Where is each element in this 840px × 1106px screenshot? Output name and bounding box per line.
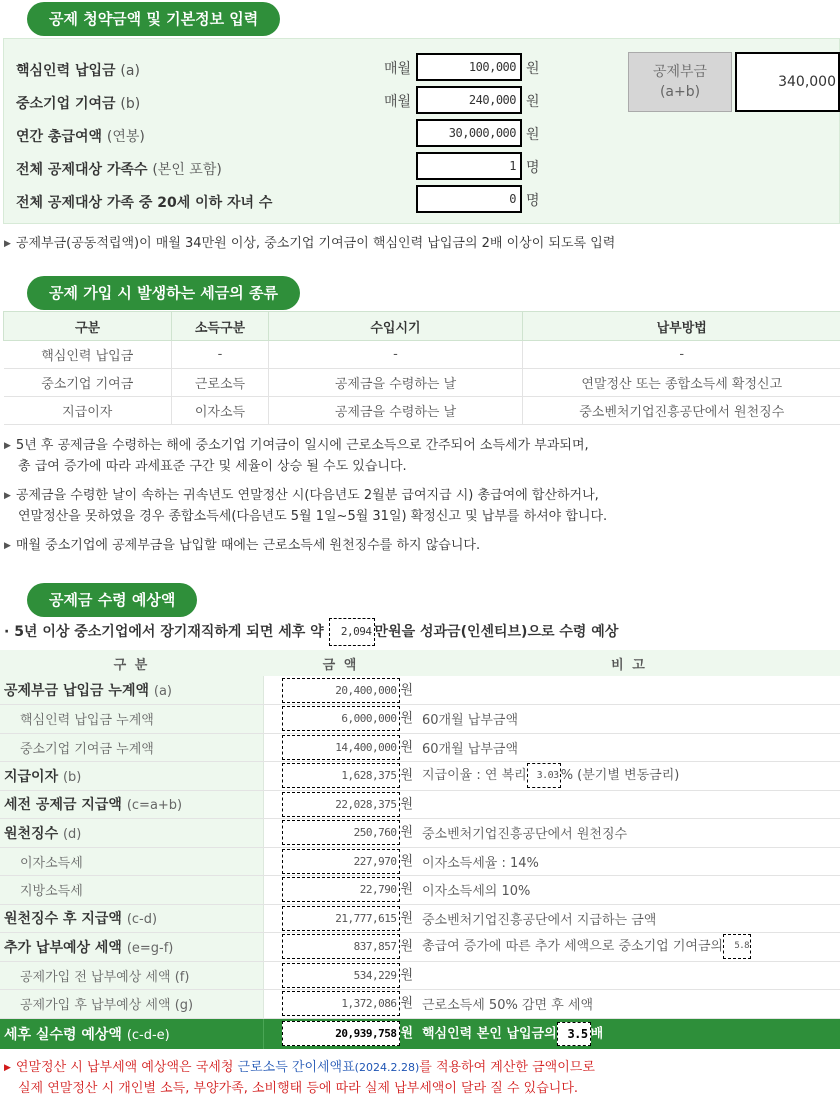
- table-cell: 공제금을 수령하는 날: [269, 369, 523, 397]
- table-row: [0, 847, 840, 876]
- column-header: 소득구분: [172, 312, 269, 341]
- row-label: 세전 공제금 지급액 (c=a+b): [0, 790, 263, 819]
- amount-box: 1,628,375: [282, 763, 400, 788]
- amount-box: 1,372,086: [282, 991, 400, 1016]
- table-cell: 연말정산 또는 종합소득세 확정신고: [523, 369, 840, 397]
- amount-box: 20,400,000: [282, 678, 400, 703]
- table-cell: 지급이자: [4, 397, 172, 425]
- table-row: [0, 790, 840, 819]
- table-cell: -: [269, 341, 523, 369]
- amount-box: 22,028,375: [282, 792, 400, 817]
- family-count-input[interactable]: 1: [416, 152, 522, 180]
- unit-won: 원: [526, 61, 540, 77]
- estimate-table: [0, 650, 840, 1049]
- table-cell: 중소벤처기업진흥공단에서 원천징수: [523, 397, 840, 425]
- amount-box: 837,857: [282, 934, 400, 959]
- row-note: 지급이율 : 연 복리 3.03 % (분기별 변동금리): [418, 762, 840, 791]
- table-row: [0, 990, 840, 1019]
- triangle-bullet-icon: ▶: [4, 541, 11, 551]
- company-contribution-input[interactable]: 240,000: [416, 86, 522, 114]
- row-note: 이자소득세의 10%: [418, 876, 840, 905]
- warning-note: ▶ 연말정산 시 납부세액 예상액은 국세청 근로소득 간이세액표(2024.2.28)를 적용하여 계산한 금액이므로 실제 연말정산 시 개인별 소득, 부양가족, 소비행태 등에 따라 실제 납부세액이 달라 질 수 있습니다.: [4, 1060, 595, 1096]
- row-label: 지방소득세: [0, 876, 263, 905]
- row-label: 중소기업 기여금 누계액: [0, 733, 263, 762]
- table-cell: 이자소득: [172, 397, 269, 425]
- sum-value: 340,000: [735, 52, 840, 112]
- row-amount: 1,372,086 원: [263, 990, 418, 1019]
- tax-note-3: ▶ 매월 중소기업에 공제부금을 납입할 때에는 근로소득세 원천징수를 하지 않습니다.: [4, 536, 480, 557]
- unit-won: 원: [526, 94, 540, 110]
- row-note: 중소벤처기업진흥공단에서 지급하는 금액: [418, 904, 840, 933]
- tax-rate-box: 5.8: [723, 934, 751, 959]
- row-amount: 14,400,000 원: [263, 733, 418, 762]
- row-amount: 21,777,615 원: [263, 904, 418, 933]
- unit-people: 명: [526, 160, 540, 176]
- column-header: 구분: [4, 312, 172, 341]
- row-amount: 837,857 원: [263, 933, 418, 962]
- core-payment-input[interactable]: 100,000: [416, 53, 522, 81]
- amount-box: 14,400,000: [282, 735, 400, 760]
- row-note: 60개월 납부금액: [418, 705, 840, 734]
- row-note: 총급여 증가에 따른 추가 세액으로 중소기업 기여금의 5.8: [418, 933, 840, 962]
- row-amount: 534,229 원: [263, 961, 418, 990]
- column-header: 납부방법: [523, 312, 840, 341]
- amount-box: 250,760: [282, 820, 400, 845]
- input-note: ▶ 공제부금(공동적립액)이 매월 34만원 이상, 중소기업 기여금이 핵심인력 납입금의 2배 이상이 되도록 입력: [4, 234, 615, 255]
- unit-people: 명: [526, 193, 540, 209]
- ratio-box: 3.5: [557, 1022, 591, 1046]
- estimate-summary-value: 2,094: [329, 618, 375, 646]
- section-title-input: 공제 청약금액 및 기본정보 입력: [27, 2, 280, 36]
- table-row: [4, 369, 840, 397]
- table-row: [0, 933, 840, 962]
- table-row: [0, 676, 840, 705]
- table-row: [4, 397, 840, 425]
- column-header: 구 분: [0, 650, 263, 676]
- table-cell: -: [523, 341, 840, 369]
- interest-rate-box: 3.03: [527, 763, 561, 788]
- amount-box: 6,000,000: [282, 706, 400, 731]
- final-row: [0, 1018, 840, 1049]
- column-header: 금 액: [263, 650, 418, 676]
- table-row: [0, 762, 840, 791]
- row-amount: 22,028,375 원: [263, 790, 418, 819]
- amount-box: 22,790: [282, 877, 400, 902]
- row-amount: 20,400,000 원: [263, 676, 418, 705]
- label-family-count: 전체 공제대상 가족수 (본인 포함): [16, 162, 222, 178]
- amount-box: 21,777,615: [282, 906, 400, 931]
- simplified-tax-table-link[interactable]: 근로소득 간이세액표: [237, 1060, 355, 1075]
- label-children-count: 전체 공제대상 가족 중 20세 이하 자녀 수: [16, 195, 273, 211]
- table-cell: 핵심인력 납입금: [4, 341, 172, 369]
- estimate-summary: · 5년 이상 중소기업에서 장기재직하게 되면 세후 약 2,094 만원을 성과금(인센티브)으로 수령 예상: [4, 618, 618, 646]
- monthly-label-b: 매월: [384, 94, 412, 110]
- tax-note-1: ▶ 5년 후 공제금을 수령하는 해에 중소기업 기여금이 일시에 근로소득으로 간주되어 소득세가 부과되며, 총 급여 증가에 따라 과세표준 구간 및 세율이 상승 될 수도 있습니다.: [4, 438, 589, 474]
- final-note: 핵심인력 본인 납입금의 3.5 배: [418, 1018, 840, 1049]
- section-title-estimate: 공제금 수령 예상액: [27, 583, 197, 617]
- row-label: 핵심인력 납입금 누계액: [0, 705, 263, 734]
- table-cell: 근로소득: [172, 369, 269, 397]
- final-amount: 20,939,758 원: [263, 1018, 418, 1049]
- tax-note-2: ▶ 공제금을 수령한 날이 속하는 귀속년도 연말정산 시(다음년도 2월분 급여지급 시) 총급여에 합산하거나, 연말정산을 못하였을 경우 종합소득세(다음년도 5월 1일~5월 31일) 확정신고 및 납부를 하셔야 합니다.: [4, 488, 608, 524]
- table-row: [0, 876, 840, 905]
- sum-label: 공제부금 (a+b): [628, 52, 732, 112]
- row-label: 원천징수 (d): [0, 819, 263, 848]
- amount-box: 534,229: [282, 963, 400, 988]
- table-cell: -: [172, 341, 269, 369]
- label-core-payment: 핵심인력 납입금 (a): [16, 63, 140, 79]
- annual-salary-input[interactable]: 30,000,000: [416, 119, 522, 147]
- triangle-bullet-icon: ▶: [4, 239, 11, 249]
- row-note: 중소벤처기업진흥공단에서 원천징수: [418, 819, 840, 848]
- row-label: 지급이자 (b): [0, 762, 263, 791]
- row-note: [418, 790, 840, 819]
- final-amount-box: 20,939,758: [282, 1021, 400, 1046]
- table-header-row: [4, 312, 840, 341]
- table-row: [0, 705, 840, 734]
- table-cell: 중소기업 기여금: [4, 369, 172, 397]
- table-row: [0, 904, 840, 933]
- row-amount: 227,970 원: [263, 847, 418, 876]
- triangle-bullet-icon: ▶: [4, 441, 11, 451]
- row-amount: 250,760 원: [263, 819, 418, 848]
- table-row: [0, 733, 840, 762]
- tax-types-table: [3, 311, 840, 425]
- table-header-row: [0, 650, 840, 676]
- row-amount: 1,628,375 원: [263, 762, 418, 791]
- row-label: 공제부금 납입금 누계액 (a): [0, 676, 263, 705]
- monthly-label-a: 매월: [384, 61, 412, 77]
- triangle-bullet-icon: ▶: [4, 1063, 11, 1073]
- children-count-input[interactable]: 0: [416, 185, 522, 213]
- unit-won: 원: [526, 127, 540, 143]
- label-company-contribution: 중소기업 기여금 (b): [16, 96, 141, 112]
- row-label: 공제가입 전 납부예상 세액 (f): [0, 961, 263, 990]
- row-label: 원천징수 후 지급액 (c-d): [0, 904, 263, 933]
- table-row: [0, 961, 840, 990]
- final-label: 세후 실수령 예상액 (c-d-e): [0, 1018, 263, 1049]
- row-note: 60개월 납부금액: [418, 733, 840, 762]
- row-amount: 6,000,000 원: [263, 705, 418, 734]
- table-cell: 공제금을 수령하는 날: [269, 397, 523, 425]
- row-note: 근로소득세 50% 감면 후 세액: [418, 990, 840, 1019]
- column-header: 수입시기: [269, 312, 523, 341]
- amount-box: 227,970: [282, 849, 400, 874]
- table-row: [0, 819, 840, 848]
- row-label: 추가 납부예상 세액 (e=g-f): [0, 933, 263, 962]
- section-title-tax-types: 공제 가입 시 발생하는 세금의 종류: [27, 276, 300, 310]
- table-row: [4, 341, 840, 369]
- triangle-bullet-icon: ▶: [4, 491, 11, 501]
- row-label: 공제가입 후 납부예상 세액 (g): [0, 990, 263, 1019]
- row-note: [418, 676, 840, 705]
- row-note: 이자소득세율 : 14%: [418, 847, 840, 876]
- column-header: 비 고: [418, 650, 840, 676]
- label-annual-salary: 연간 총급여액 (연봉): [16, 129, 145, 145]
- row-note: [418, 961, 840, 990]
- row-label: 이자소득세: [0, 847, 263, 876]
- row-amount: 22,790 원: [263, 876, 418, 905]
